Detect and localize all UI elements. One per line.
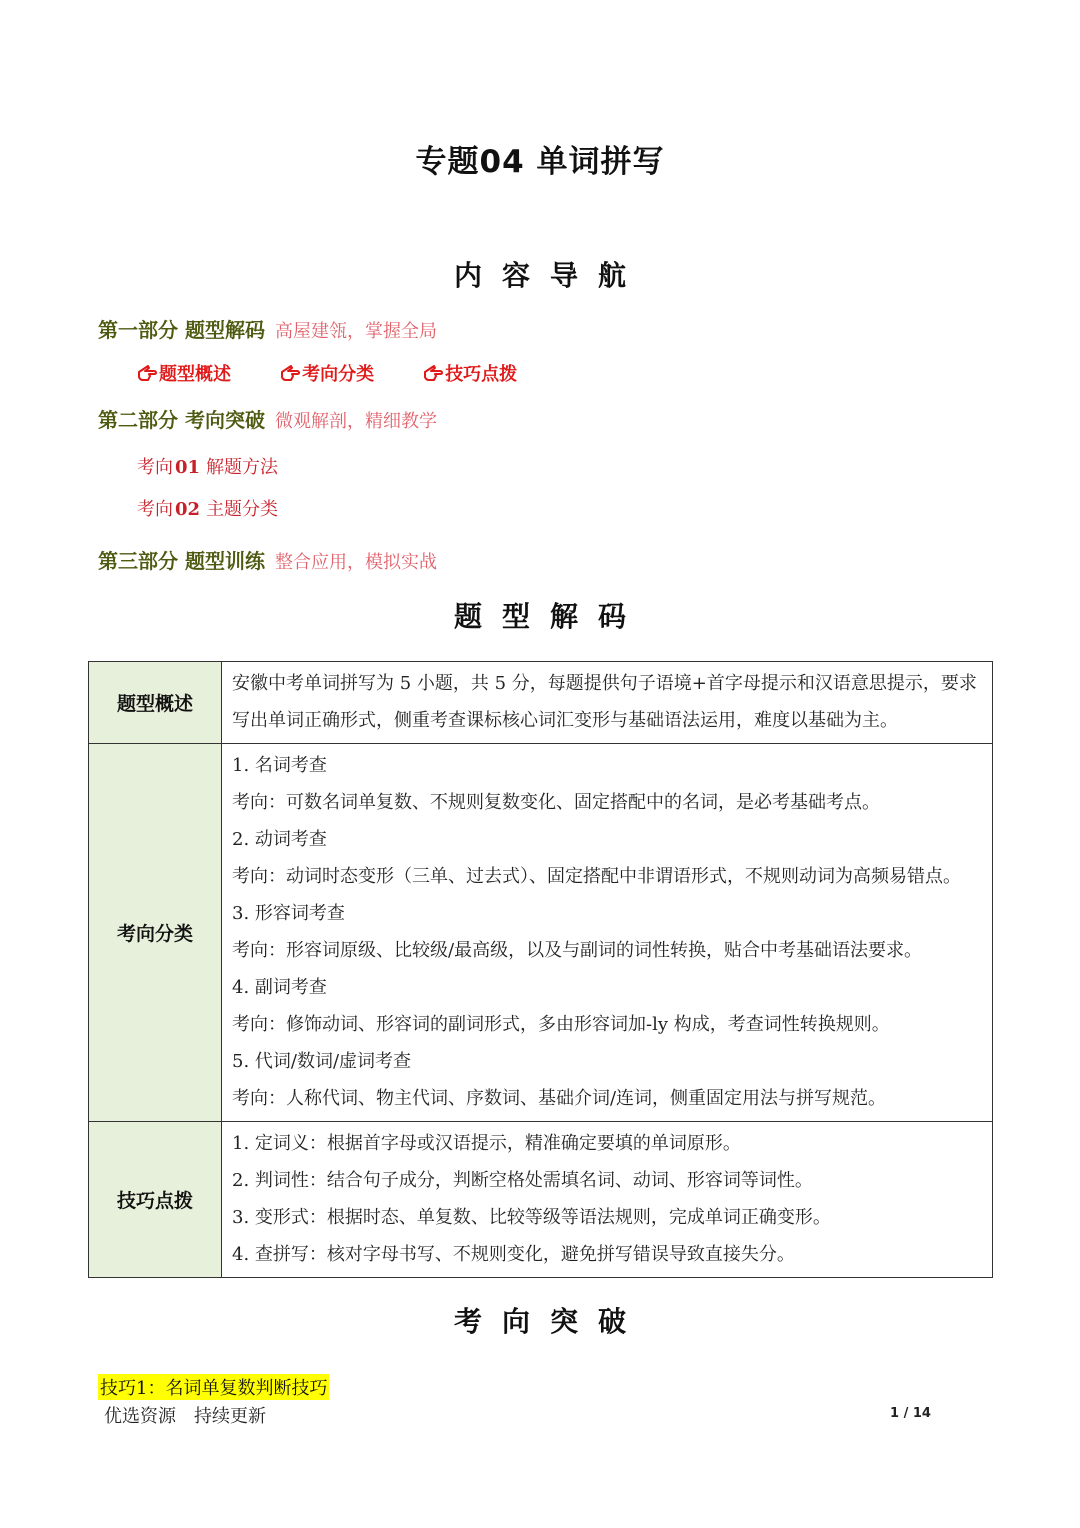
page-number: 1 / 14 [890,1406,931,1421]
pointing-hand-icon [137,363,157,383]
nav-part-1-title: 第一部分 题型解码 [98,318,265,342]
nav-direction-label: 主题分类 [206,499,279,520]
nav-direction-prefix: 考向 [137,457,173,478]
nav-part-2-subtitle: 微观解剖，精细教学 [274,411,437,432]
nav-chip-row [137,360,561,386]
row-content-overview [222,662,993,744]
nav-direction-02 [137,495,278,521]
row-label-overview: 题型概述 [89,662,222,744]
row-content-directions [222,744,993,1122]
table-row [89,662,993,744]
highlighted-tip: 技巧1：名词单复数判断技巧 [98,1374,329,1400]
content-line: 3. 形容词考查 [232,903,345,924]
nav-direction-prefix: 考向 [137,499,173,520]
nav-part-2 [98,404,437,433]
pointing-hand-icon [423,363,443,383]
content-line: 4. 查拼写：核对字母书写、不规则变化，避免拼写错误导致直接失分。 [232,1244,795,1265]
footer-left [104,1402,266,1428]
nav-heading: 内容导航 [453,259,646,292]
table-row [89,744,993,1122]
decode-heading: 题型解码 [453,600,646,633]
content-line: 2. 动词考查 [232,829,327,850]
nav-chip-directions-label: 考向分类 [302,364,375,385]
pointing-hand-icon [280,363,300,383]
nav-chip-tips-label: 技巧点拨 [445,364,518,385]
content-line: 5. 代词/数词/虚词考查 [232,1051,412,1072]
row-label-tips: 技巧点拨 [89,1122,222,1278]
content-line: 考向：人称代词、物主代词、序数词、基础介词/连词，侧重固定用法与拼写规范。 [232,1088,887,1109]
nav-direction-num: 02 [175,499,201,520]
nav-part-1 [98,314,437,343]
content-line: 3. 变形式：根据时态、单复数、比较等级等语法规则，完成单词正确变形。 [232,1207,831,1228]
nav-direction-num: 01 [175,457,201,478]
nav-part-3-subtitle: 整合应用，模拟实战 [274,552,437,573]
content-line: 4. 副词考查 [232,977,327,998]
nav-part-1-subtitle: 高屋建瓴，掌握全局 [274,321,437,342]
row-label-directions: 考向分类 [89,744,222,1122]
nav-direction-01 [137,453,278,479]
row-content-tips [222,1122,993,1278]
nav-chip-overview [137,360,231,386]
document-title: 专题04 单词拼写 [415,144,665,180]
nav-part-3-title: 第三部分 题型训练 [98,549,265,573]
footer-text-1: 优选资源 [104,1406,176,1427]
content-line: 1. 名词考查 [232,755,327,776]
table-row [89,1122,993,1278]
content-line: 安徽中考单词拼写为 5 小题，共 5 分，每题提供句子语境+首字母提示和汉语意思提示，要求写出单词正确形式，侧重考查课标核心词汇变形与基础语法运用，难度以基础为主。 [232,673,977,731]
nav-direction-label: 解题方法 [206,457,279,478]
content-line: 考向：修饰动词、形容词的副词形式，多由形容词加-ly 构成，考查词性转换规则。 [232,1014,890,1035]
content-line: 2. 判词性：结合句子成分，判断空格处需填名词、动词、形容词等词性。 [232,1170,813,1191]
nav-chip-directions [280,360,374,386]
footer-text-2: 持续更新 [194,1406,266,1427]
nav-part-3 [98,545,437,574]
decode-table [88,661,993,1278]
content-line: 1. 定词义：根据首字母或汉语提示，精准确定要填的单词原形。 [232,1133,741,1154]
nav-part-2-title: 第二部分 考向突破 [98,408,265,432]
nav-chip-overview-label: 题型概述 [159,364,231,385]
nav-chip-tips [423,360,517,386]
content-line: 考向：形容词原级、比较级/最高级，以及与副词的词性转换，贴合中考基础语法要求。 [232,940,923,961]
content-line: 考向：可数名词单复数、不规则复数变化、固定搭配中的名词，是必考基础考点。 [232,792,880,813]
content-line: 考向：动词时态变形（三单、过去式）、固定搭配中非谓语形式，不规则动词为高频易错点。 [232,866,961,887]
breakthrough-heading: 考向突破 [453,1305,646,1338]
